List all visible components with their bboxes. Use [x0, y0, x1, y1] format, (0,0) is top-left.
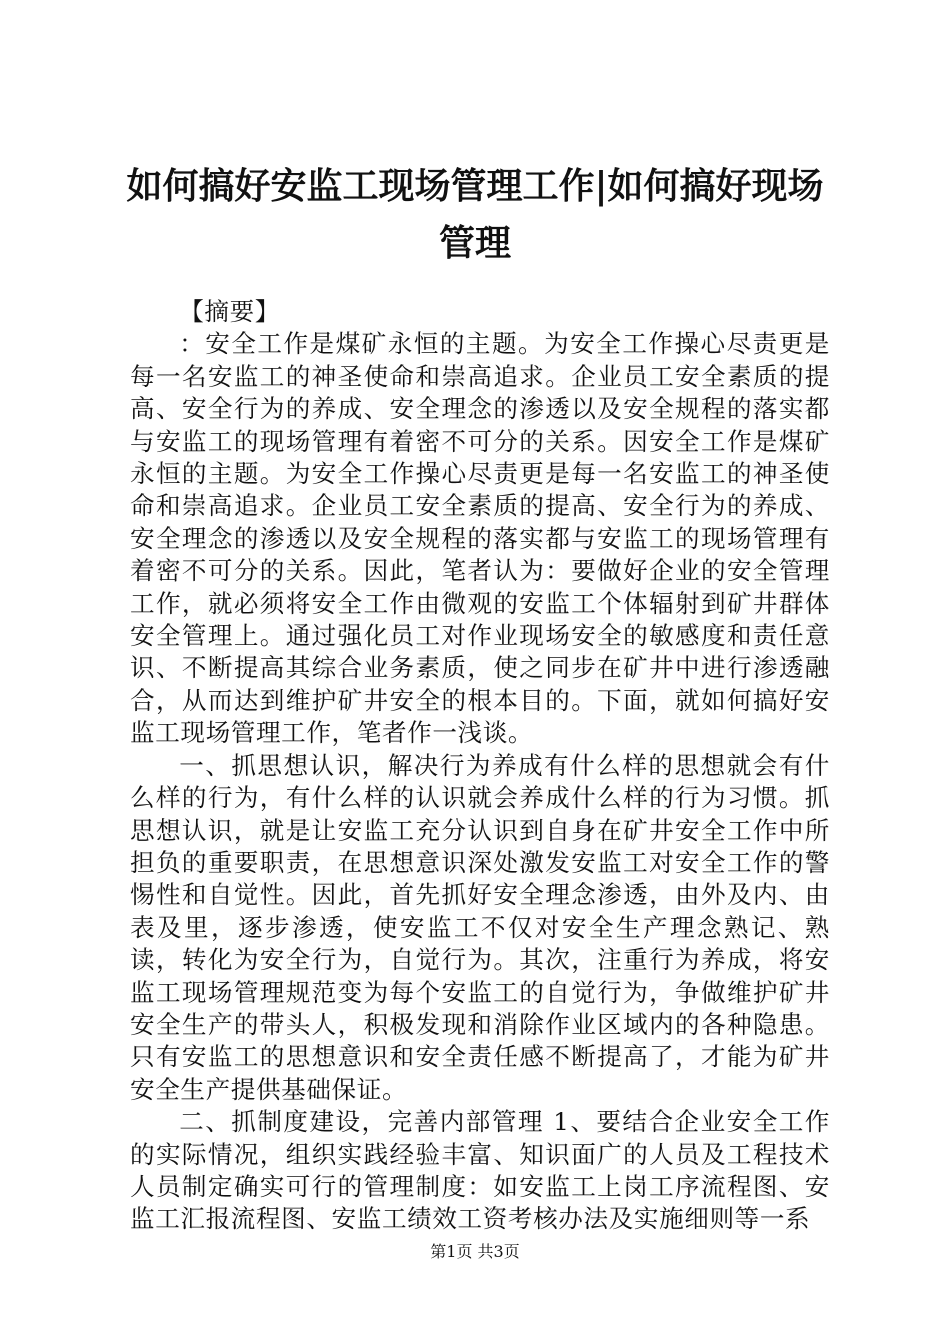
document-body: [130, 296, 830, 1236]
section-two-paragraph: 二、抓制度建设，完善内部管理 1、要结合企业安全工作的实际情况，组织实践经验丰富、知识面广的人员及工程技术人员制定确实可行的管理制度：如安监工上岗工序流程图、安监工汇报流程图、安监工绩效工资考核办法及实施细则等一系: [130, 1107, 830, 1234]
section-one-paragraph: 一、抓思想认识，解决行为养成有什么样的思想就会有什么样的行为，有什么样的认识就会养成什么样的行为习惯。抓思想认识，就是让安监工充分认识到自身在矿井安全工作中所担负的重要职责，在思想意识深处激发安监工对安全工作的警惕性和自觉性。因此，首先抓好安全理念渗透，由外及内、由表及里，逐步渗透，使安监工不仅对安全生产理念熟记、熟读，转化为安全行为，自觉行为。其次，注重行为养成，将安监工现场管理规范变为每个安监工的自觉行为，争做维护矿井安全生产的带头人，积极发现和消除作业区域内的各种隐患。只有安监工的思想意识和安全责任感不断提高了，才能为矿井安全生产提供基础保证。: [130, 750, 830, 1104]
page-footer: 第1页 共3页: [430, 1242, 520, 1261]
document-title: 如何搞好安监工现场管理工作|如何搞好现场管理: [126, 165, 824, 264]
abstract-paragraph: ：安全工作是煤矿永恒的主题。为安全工作操心尽责更是每一名安监工的神圣使命和崇高追求。企业员工安全素质的提高、安全行为的养成、安全理念的渗透以及安全规程的落实都与安监工的现场管理有着密不可分的关系。因安全工作是煤矿永恒的主题。为安全工作操心尽责更是每一名安监工的神圣使命和崇高追求。企业员工安全素质的提高、安全行为的养成、安全理念的渗透以及安全规程的落实都与安监工的现场管理有着密不可分的关系。因此，笔者认为：要做好企业的安全管理工作，就必须将安全工作由微观的安监工个体辐射到矿井群体安全管理上。通过强化员工对作业现场安全的敏感度和责任意识、不断提高其综合业务素质，使之同步在矿井中进行渗透融合，从而达到维护矿井安全的根本目的。下面，就如何搞好安监工现场管理工作，笔者作一浅谈。: [130, 329, 830, 748]
abstract-label: 【摘要】: [179, 297, 280, 326]
